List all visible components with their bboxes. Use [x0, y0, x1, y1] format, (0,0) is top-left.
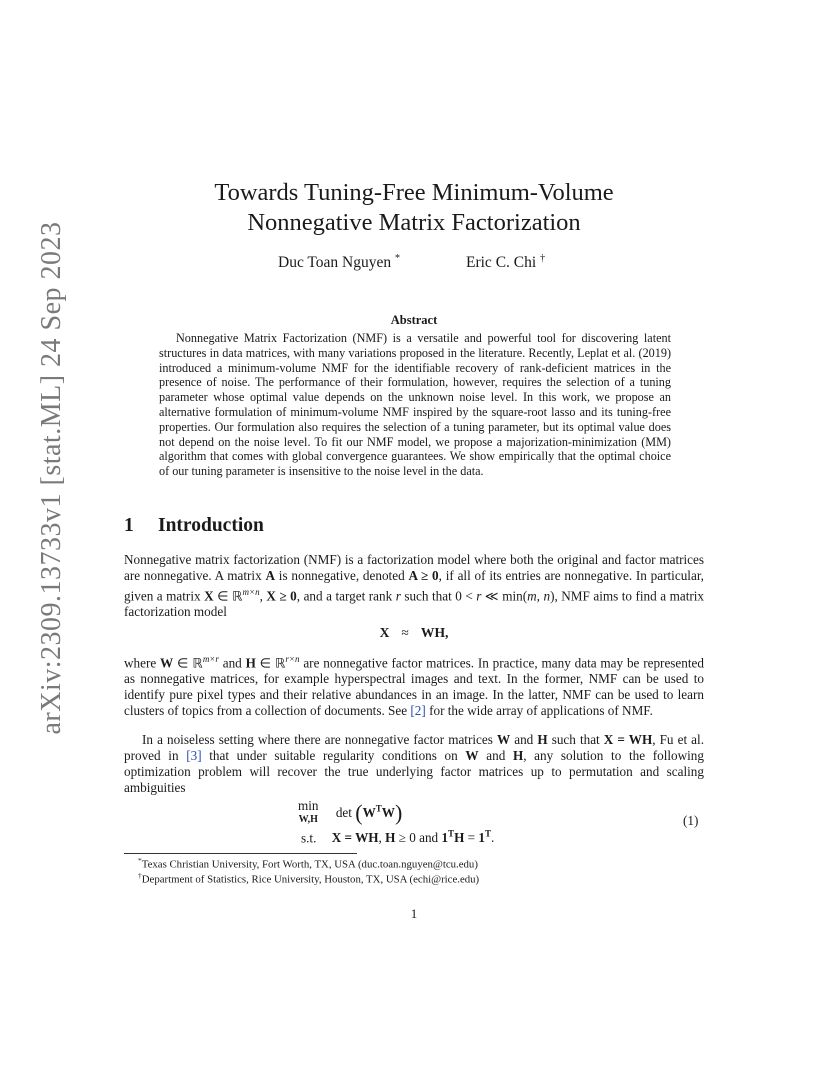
optimization-constraints: s.t. X = WH, H ≥ 0 and $1^TH = 1^T$. [301, 829, 495, 846]
matrix-A: A [265, 568, 276, 583]
footnote-2: †Department of Statistics, Rice University, Houston, TX, USA (echi@rice.edu) [138, 871, 480, 886]
page-number: 1 [410, 906, 418, 921]
arxiv-identifier-stamp: arXiv:2309.13733v1 [stat.ML] 24 Sep 2023 [36, 221, 67, 735]
section-number: 1 [124, 515, 134, 536]
section-title: Introduction [158, 515, 264, 536]
author-2-mark: † [540, 253, 546, 264]
footnote-1: *Texas Christian University, Fort Worth, TX, USA (duc.toan.nguyen@tcu.edu) [138, 856, 478, 871]
abstract-heading: Abstract [390, 313, 438, 327]
section-heading-introduction [124, 515, 264, 537]
author-1-mark: * [395, 253, 401, 264]
author-2-name: Eric C. Chi [466, 254, 537, 272]
author-1-name: Duc Toan Nguyen [278, 254, 392, 272]
author-2 [466, 253, 545, 272]
intro-paragraph-1: Nonnegative matrix factorization (NMF) is a factorization model where both the original and factor matrices are nonnegative. A matrix A is nonnegative, denoted A ≥ 0, if all of its entries are nonnegative. In particular, given a matrix X ∈ ℝ$^{m\times n}$, X ≥ 0, and a target rank r such that 0 < r ≪ min(m, n), NMF aims to find a matrix factorization model [124, 552, 705, 620]
paper-title [0, 178, 828, 238]
abstract-text: Nonnegative Matrix Factorization (NMF) is a versatile and powerful tool for discovering latent structures in data matrices, with many variations proposed in the literature. Recently, Leplat et al. (2019) introduced a minimum-volume NMF for the identifiable recovery of rank-deficient matrices in the presence of noise. The performance of their formulation, however, requires the selection of a tuning parameter whose optimal value depends on the unknown noise level. In this work, we propose an alternative formulation of minimum-volume NMF inspired by the square-root lasso and its tuning-free properties. Our formulation also requires the selection of a tuning parameter, but its optimal value does not depend on the noise level. To fit our NMF model, we propose a majorization-minimization (MM) algorithm that comes with global convergence guarantees. We show empirically that the optimal choice of our tuning parameter is insensitive to the noise level in the data. [159, 331, 671, 479]
min-operator: min W,H [298, 798, 319, 825]
title-line-2: Nonnegative Matrix Factorization [247, 209, 581, 236]
author-1 [278, 253, 400, 272]
footnote-divider [124, 853, 357, 854]
factorization-equation: X ≈ WH, [379, 625, 449, 640]
title-line-1: Towards Tuning-Free Minimum-Volume [214, 179, 614, 206]
X-nonneg: X ≥ 0 [266, 588, 297, 604]
citation-link-3[interactable]: [3] [186, 748, 202, 763]
citation-link-2[interactable]: [2] [410, 703, 426, 719]
intro-paragraph-2: where W ∈ ℝ$^{m\times r}$ and H ∈ ℝ$^{r\times n}$ are nonnegative factor matrices. In practice, many data may be represented as nonnegative matrices, for example hyperspectral images and text. In the former, NMF can be used to identify pure pixel types and their relative abundances in an image. In the latter, NMF can be used to learn clusters of topics from a collection of documents. See [2] for the wide array of applications of NMF. [124, 654, 704, 719]
A-nonneg: A ≥ 0 [408, 568, 439, 583]
equation-number: (1) [683, 813, 699, 828]
matrix-X: X [204, 588, 214, 604]
optimization-objective: min W,H $\det (W^TW)$ [298, 798, 403, 825]
intro-paragraph-3: In a noiseless setting where there are nonnegative factor matrices W and H such that X = WH, Fu et al. proved in [3] that under suitable regularity conditions on W and H, any solution to the following optimization problem will recover the true underlying factor matrices up to permutation and scaling ambiguities [124, 732, 704, 795]
